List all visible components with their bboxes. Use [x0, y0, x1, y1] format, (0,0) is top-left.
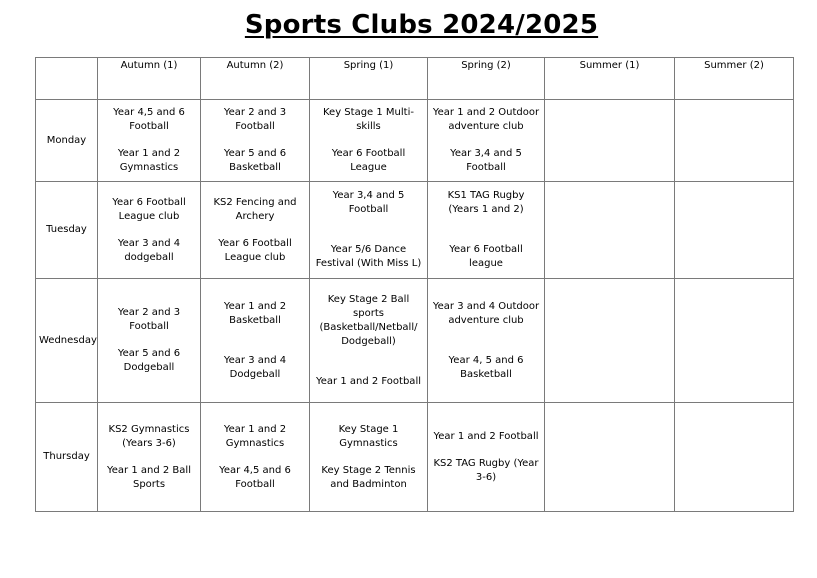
schedule-cell-empty	[545, 182, 675, 279]
club-entry: Year 5/6 Dance Festival (With Miss L)	[315, 244, 422, 269]
day-label: Thursday	[36, 403, 98, 512]
club-entry: Year 1 and 2 Football	[433, 430, 539, 442]
schedule-cell	[201, 182, 310, 279]
club-entry: Year 1 and 2 Outdoor adventure club	[432, 107, 540, 132]
club-entry: Year 5 and 6 Basketball	[223, 148, 287, 173]
schedule-cell	[98, 279, 201, 403]
club-entry: Year 3,4 and 5 Football	[450, 148, 522, 173]
club-entry: Key Stage 2 Ball sports (Basketball/Netball/ Dodgeball)	[319, 293, 418, 347]
schedule-cell-empty	[675, 279, 794, 403]
schedule-cell	[428, 403, 545, 512]
schedule-cell-empty	[545, 100, 675, 182]
club-entry: Year 6 Football League	[331, 148, 406, 173]
club-entry: KS1 TAG Rugby (Years 1 and 2)	[447, 190, 525, 215]
schedule-cell	[98, 100, 201, 182]
club-entry: Year 1 and 2 Ball Sports	[107, 464, 191, 490]
schedule-cell	[428, 100, 545, 182]
table-row-tuesday	[36, 182, 794, 279]
schedule-cell-empty	[675, 100, 794, 182]
day-label: Tuesday	[36, 182, 98, 279]
column-header: Summer (1)	[545, 58, 675, 100]
club-entry: KS2 TAG Rugby (Year 3-6)	[433, 457, 539, 483]
club-entry: Year 4,5 and 6 Football	[219, 464, 291, 490]
header-row	[36, 58, 794, 100]
schedule-cell	[201, 279, 310, 403]
column-header: Autumn (1)	[98, 58, 201, 100]
club-entry: Year 4, 5 and 6 Basketball	[448, 354, 524, 380]
sports-clubs-table	[35, 57, 794, 512]
column-header: Summer (2)	[675, 58, 794, 100]
club-entry: Year 4,5 and 6 Football	[113, 107, 185, 132]
schedule-cell	[201, 100, 310, 182]
column-header: Autumn (2)	[201, 58, 310, 100]
table-row-thursday	[36, 403, 794, 512]
schedule-cell	[428, 182, 545, 279]
page-title: Sports Clubs 2024/2025	[244, 10, 599, 40]
club-entry: KS2 Gymnastics (Years 3-6)	[108, 423, 190, 449]
schedule-cell-empty	[675, 403, 794, 512]
schedule-cell-empty	[545, 279, 675, 403]
club-entry: Key Stage 1 Gymnastics	[338, 423, 399, 449]
club-entry: Year 2 and 3 Football	[117, 307, 181, 332]
table-row-wednesday	[36, 279, 794, 403]
column-header: Spring (1)	[310, 58, 428, 100]
club-entry: Year 3,4 and 5 Football	[332, 190, 405, 215]
schedule-cell	[310, 279, 428, 403]
schedule-cell	[98, 403, 201, 512]
schedule-cell-empty	[675, 182, 794, 279]
day-label: Wednesday	[36, 279, 98, 403]
club-entry: Year 3 and 4 Outdoor adventure club	[432, 300, 540, 326]
schedule-cell-empty	[545, 403, 675, 512]
club-entry: Year 3 and 4 dodgeball	[117, 237, 181, 263]
club-entry: Year 5 and 6 Dodgeball	[117, 348, 181, 373]
schedule-cell	[310, 100, 428, 182]
schedule-cell	[310, 403, 428, 512]
day-label: Monday	[36, 100, 98, 182]
club-entry: Year 1 and 2 Gymnastics	[117, 148, 181, 173]
table-row-monday	[36, 100, 794, 182]
club-entry: Year 1 and 2 Basketball	[223, 300, 287, 326]
corner-cell	[36, 58, 98, 100]
schedule-cell	[310, 182, 428, 279]
club-entry: KS2 Fencing and Archery	[213, 196, 297, 222]
club-entry: Year 1 and 2 Football	[315, 375, 421, 387]
schedule-cell	[98, 182, 201, 279]
schedule-cell	[201, 403, 310, 512]
column-header: Spring (2)	[428, 58, 545, 100]
club-entry: Year 6 Football league	[449, 244, 523, 269]
club-entry: Year 1 and 2 Gymnastics	[223, 423, 287, 449]
club-entry: Year 6 Football League club	[218, 237, 292, 263]
club-entry: Year 6 Football League club	[112, 196, 186, 222]
club-entry: Key Stage 2 Tennis and Badminton	[321, 464, 416, 490]
club-entry: Year 3 and 4 Dodgeball	[223, 354, 287, 380]
club-entry: Year 2 and 3 Football	[223, 107, 287, 132]
schedule-cell	[428, 279, 545, 403]
club-entry: Key Stage 1 Multi-skills	[323, 107, 414, 132]
